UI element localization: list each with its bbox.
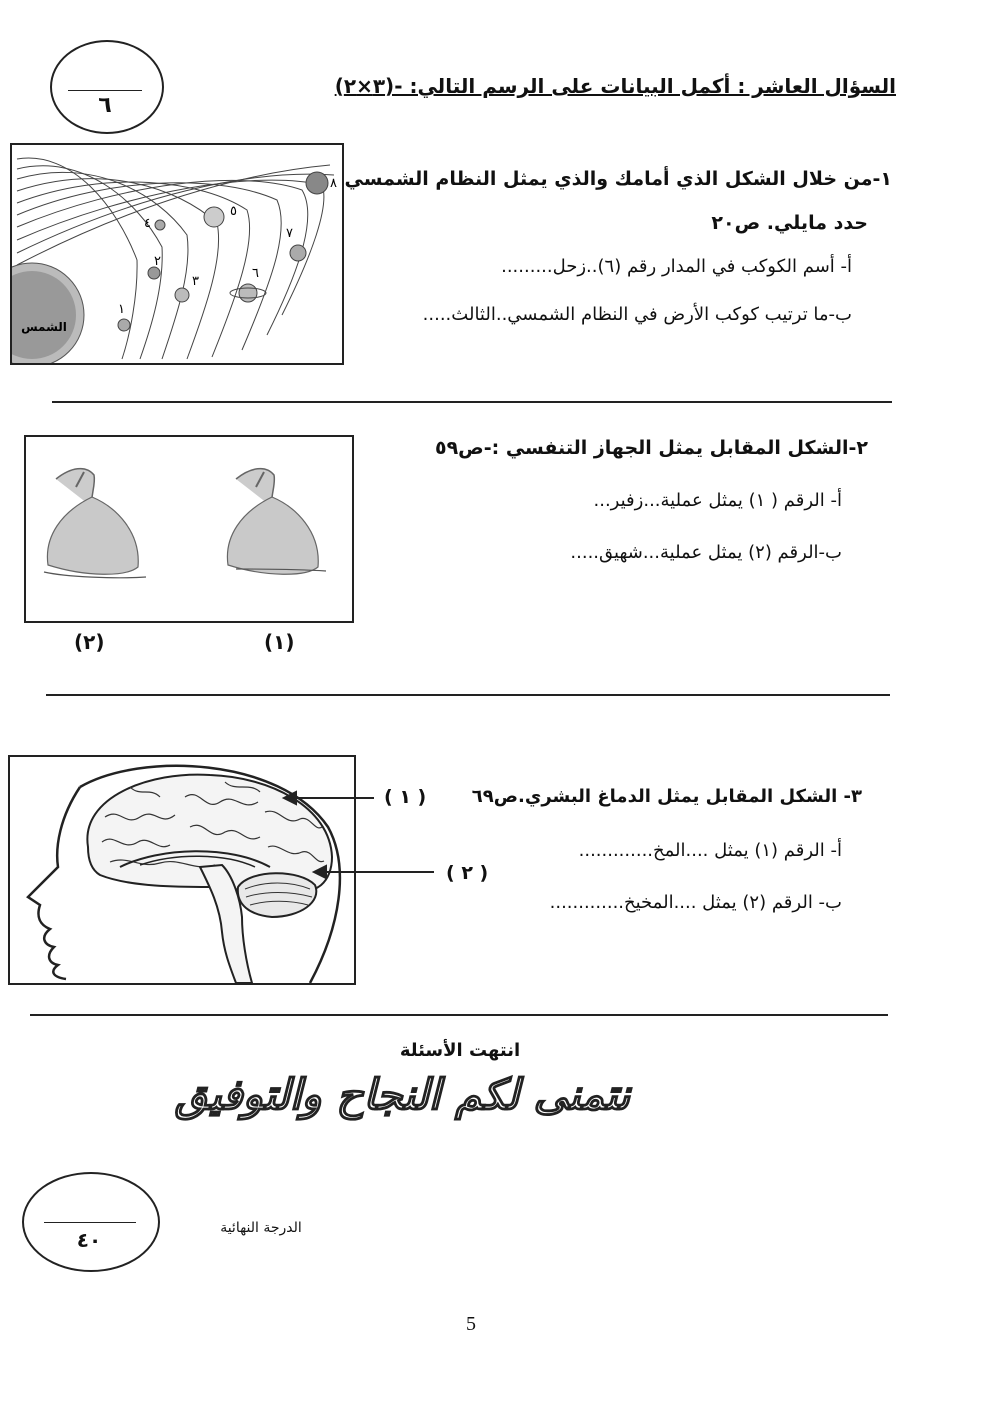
divider-2	[46, 694, 890, 696]
divider-1	[52, 401, 892, 403]
lungs-label-2: (٢)	[74, 630, 105, 654]
orbit-number-8: ٨	[330, 176, 337, 191]
orbit-number-5: ٥	[230, 204, 237, 219]
brain-label-1: ( ١ )	[384, 786, 427, 808]
q1-line1: ١-من خلال الشكل الذي أمامك والذي يمثل النظام الشمسي	[344, 168, 892, 190]
q1-item-b: ب-ما ترتيب كوكب الأرض في النظام الشمسي..الثالث.....	[422, 304, 852, 325]
orbit-number-1: ١	[118, 302, 125, 317]
orbit-number-2: ٢	[154, 254, 161, 269]
planet-7-icon	[290, 245, 306, 261]
score-oval-line	[68, 90, 142, 91]
lungs-label-1: (١)	[264, 630, 295, 654]
planet-8-icon	[306, 172, 328, 194]
orbit-number-6: ٦	[252, 266, 259, 281]
sun-label: الشمس	[21, 320, 67, 334]
orbit-number-3: ٣	[192, 274, 199, 289]
brain-label-2: ( ٢ )	[446, 862, 489, 884]
q2-item-a: أ- الرقم ( ١) يمثل عملية...زفير...	[593, 490, 842, 511]
question-title: السؤال العاشر : أكمل البيانات على الرسم التالي: -(٣×٢)	[334, 74, 896, 98]
solar-system-drawing	[12, 145, 342, 363]
q3-item-a: أ- الرقم (١) يمثل ....المخ.............	[578, 840, 842, 861]
q1-item-a: أ- أسم الكوكب في المدار رقم (٦)..زحل.........	[501, 256, 852, 277]
final-grade-label: الدرجة النهائية	[220, 1220, 302, 1236]
orbit-number-4: ٤	[144, 216, 151, 231]
lungs-figure-1-icon	[227, 469, 326, 575]
q3-item-b: ب- الرقم (٢) يمثل ....المخيخ.............	[549, 892, 842, 913]
score-top: ٦	[98, 93, 112, 118]
q1-line2: حدد مايلي. ص٢٠	[711, 212, 868, 234]
score-oval	[50, 40, 164, 134]
sun-icon	[12, 263, 84, 363]
planet-5-icon	[204, 207, 224, 227]
planet-3-icon	[175, 288, 189, 302]
end-text: انتهت الأسئلة	[399, 1040, 521, 1061]
planet-6-saturn-icon	[230, 284, 266, 302]
page-number: 5	[466, 1313, 476, 1335]
q3-title: ٣- الشكل المقابل يمثل الدماغ البشري.ص٦٩	[471, 786, 862, 807]
total-score-line	[44, 1222, 136, 1223]
divider-3	[30, 1014, 888, 1016]
q2-title: ٢-الشكل المقابل يمثل الجهاز التنفسي :-ص٥٩	[434, 437, 868, 459]
respiratory-drawing	[26, 437, 352, 621]
planet-4-icon	[155, 220, 165, 230]
solar-system-figure	[10, 143, 344, 365]
wish-text: نتمنى لكم النجاح والتوفيق	[174, 1070, 630, 1119]
total-score: ٤٠	[76, 1228, 102, 1252]
planet-1-icon	[118, 319, 130, 331]
pointer-arrow-1-icon	[284, 792, 296, 804]
q2-item-b: ب-الرقم (٢) يمثل عملية...شهيق.....	[570, 542, 842, 563]
respiratory-figure	[24, 435, 354, 623]
pointer-arrow-2-icon	[314, 866, 326, 878]
lungs-figure-2-icon	[44, 469, 146, 578]
orbit-number-7: ٧	[286, 226, 293, 241]
